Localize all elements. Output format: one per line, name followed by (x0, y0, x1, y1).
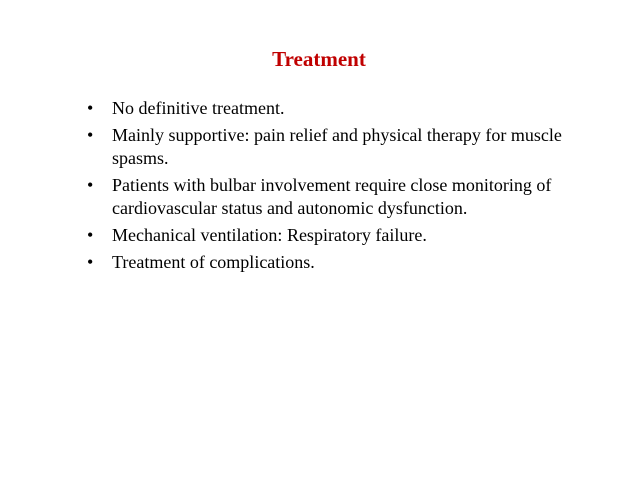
bullet-list (87, 97, 567, 278)
bullet-item (87, 251, 567, 274)
bullet-glyph: • (87, 125, 94, 145)
bullet-item (87, 124, 567, 170)
bullet-item (87, 224, 567, 247)
slide-title: Treatment (272, 47, 366, 71)
bullet-glyph: • (87, 252, 94, 272)
bullet-text: Mainly supportive: pain relief and physical therapy for muscle spasms. (112, 125, 562, 168)
bullet-text: No definitive treatment. (112, 98, 285, 118)
bullet-glyph: • (87, 175, 94, 195)
bullet-glyph: • (87, 98, 94, 118)
bullet-item (87, 174, 567, 220)
bullet-text: Mechanical ventilation: Respiratory failure. (112, 225, 427, 245)
bullet-text: Patients with bulbar involvement require close monitoring of cardiovascular status and autonomic dysfunction. (112, 175, 552, 218)
bullet-item (87, 97, 567, 120)
bullet-glyph: • (87, 225, 94, 245)
bullet-text: Treatment of complications. (112, 252, 315, 272)
